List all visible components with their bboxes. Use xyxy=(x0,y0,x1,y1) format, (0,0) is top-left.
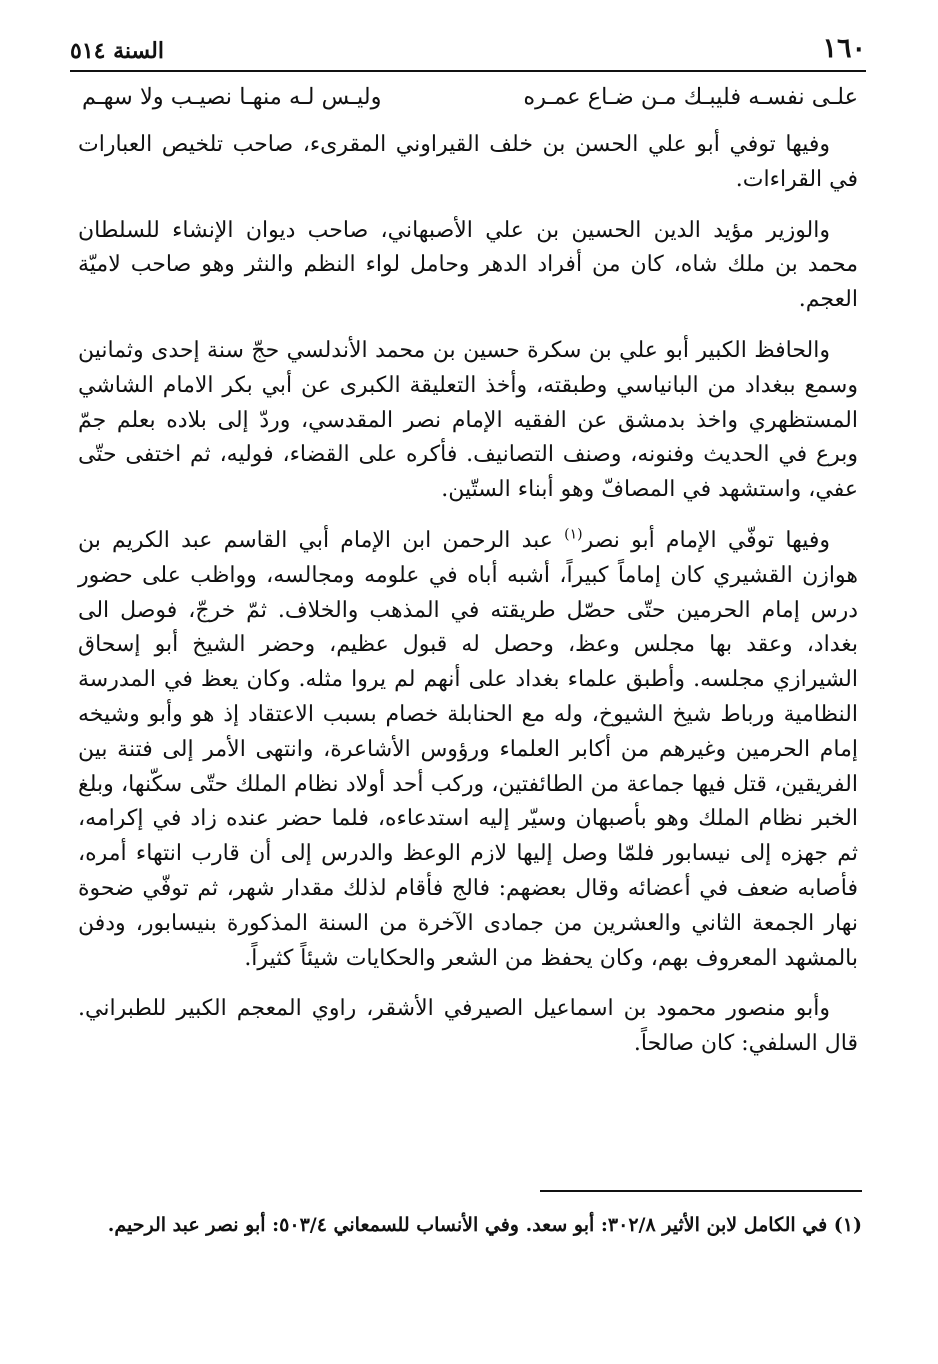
paragraph-isfahani: والوزير مؤيد الدين الحسين بن علي الأصبهاني، صاحب ديوان الإنشاء للسلطان محمد بن ملك شاه، كان من أفراد الدهر وحامل لواء النظم والنثر وهو صاحب لاميّة العجم. xyxy=(78,217,858,313)
paragraph-qushayri xyxy=(78,524,858,976)
footnote-divider xyxy=(540,1190,862,1192)
footnote-reference[interactable]: (١) xyxy=(564,526,583,543)
qushayri-opening: وفيها توفّي الإمام أبو نصر xyxy=(582,527,830,553)
qushayri-text: عبد الرحمن ابن الإمام أبي القاسم عبد الكريم بن هوازن القشيري كان إماماً كبيراً، أشبه أباه في علومه ومجالسه، وواظب على حضور درس إمام الحرمين حتّى حصّل طريقته في المذهب والخلاف. ثمّ خرجّ، فوصل الى بغداد، وعقد بها مجلس وعظ، وحصل له قبول عظيم، وحضر الشيخ أبو إسحاق الشيرازي مجلسه. وأطبق علماء بغداد على أنهم لم يروا مثله. وكان يعظ في المدرسة النظامية ورباط شيخ الشيوخ، وله مع الحنابلة خصام بسبب الاعتقاد إذ هو وأبو وشيخه إمام الحرمين وغيرهم من أكابر العلماء ورؤوس الأشاعرة، وانتهى الأمر إلى فتنة بين الفريقين، قتل فيها جماعة من الطائفتين، وركب أحد أولاد نظام الملك حتّى سكّنها، وبلغ الخبر نظام الملك وهو بأصبهان وسيّر إليه استدعاءه، فلما حضر عنده زاد في إكرامه، ثم جهزه إلى نيسابور فلمّا وصل إليها لازم الوعظ والدرس إلى أن قارب انتهاء أمره، فأصابه ضعف في أعضائه وقال بعضهم: فالج فأقام لذلك مقدار شهر، ثم توفّي ضحوة نهار الجمعة الثاني والعشرين من جمادى الآخرة من السنة المذكورة بنيسابور، ودفن بالمشهد المعروف بهم، وكان يحفظ من الشعر والحكايات شيئاً كثيراً. xyxy=(78,527,858,971)
page-number: ١٦٠ xyxy=(822,33,866,64)
footnote: (١) في الكامل لابن الأثير ٣٠٢/٨: أبو سعد. وفي الأنساب للسمعاني ٥٠٣/٤: أبو نصر عبد الرحيم. xyxy=(107,1214,862,1236)
paragraph-ibn-sukkara: والحافظ الكبير أبو علي بن سكرة حسين بن محمد الأندلسي حجّ سنة إحدى وثمانين وسمع ببغداد من البانياسي وطبقته، وأخذ التعليقة الكبرى عن أبي بكر الامام الشاشي المستظهري واخذ بدمشق عن الفقيه الإمام نصر المقدسي، وردّ إلى بلاده بعلم جمّ وبرع في الحديث وفنونه، وصنف التصانيف. فأكره على القضاء، فوليه، ثم اختفى حتّى عفي، واستشهد في المصافّ وهو أبناء الستّين. xyxy=(78,337,858,503)
paragraph-qayrawani: وفيها توفي أبو علي الحسن بن خلف القيراوني المقرىء، صاحب تلخيص العبارات في القراءات. xyxy=(78,132,858,192)
paragraph-abu-mansur: وأبو منصور محمود بن اسماعيل الصيرفي الأشقر، راوي المعجم الكبير للطبراني. قال السلفي: كان صالحاً. xyxy=(78,996,858,1057)
running-head: السنة ٥١٤ xyxy=(70,38,164,64)
poem-verse xyxy=(82,80,858,114)
verse-second-hemistich: وليـس لـه منهـا نصيـب ولا سهـم xyxy=(82,84,382,110)
page-body xyxy=(78,128,858,1078)
page-header xyxy=(70,24,866,72)
verse-first-hemistich: علـى نفسـه فليبـك مـن ضـاع عمـره xyxy=(523,84,858,110)
